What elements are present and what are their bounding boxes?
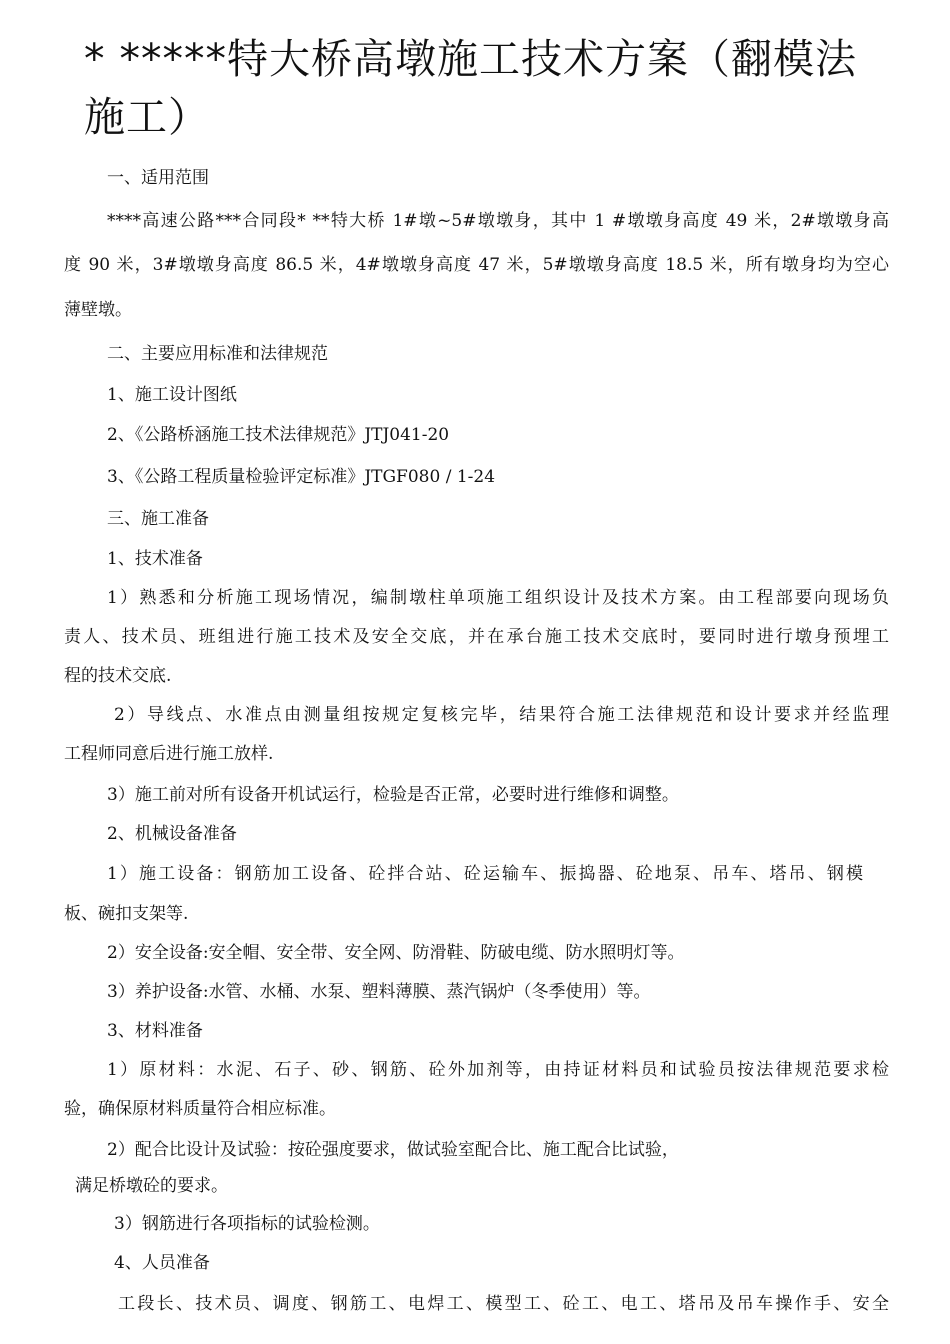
paragraph-line: ****高速公路***合同段* **特大桥 1#墩~5#墩墩身，其中 1 #墩墩身高度 49 米，2#墩墩身高 [107, 211, 889, 231]
paragraph-line: 1）熟悉和分析施工现场情况，编制墩柱单项施工组织设计及技术方案。由工程部要向现场负 [107, 588, 889, 608]
paragraph-line: 薄壁墩。 [64, 300, 132, 320]
paragraph-line: 度 90 米，3#墩墩身高度 86.5 米，4#墩墩身高度 47 米，5#墩墩身高度 18.5 米，所有墩身均为空心 [64, 255, 889, 275]
paragraph-line: 程的技术交底. [64, 666, 172, 686]
list-item: 1、施工设计图纸 [107, 385, 237, 405]
paragraph-line: 3）钢筋进行各项指标的试验检测。 [114, 1214, 380, 1234]
subsection-heading: 4、人员准备 [114, 1253, 210, 1273]
paragraph-line: 责人、技术员、班组进行施工技术及安全交底，并在承台施工技术交底时，要同时进行墩身预埋工 [64, 627, 889, 647]
paragraph-line: 验，确保原材料质量符合相应标准。 [64, 1099, 336, 1119]
section-heading-scope: 一、适用范围 [107, 168, 209, 188]
paragraph-line: 1）施工设备：钢筋加工设备、砼拌合站、砼运输车、振捣器、砼地泵、吊车、塔吊、钢模 [107, 864, 863, 884]
paragraph-line: 3）养护设备:水管、水桶、水泵、塑料薄膜、蒸汽锅炉（冬季使用）等。 [107, 982, 651, 1002]
subsection-heading: 2、机械设备准备 [107, 824, 237, 844]
paragraph-line: 2）安全设备:安全帽、安全带、安全网、防滑鞋、防破电缆、防水照明灯等。 [107, 943, 685, 963]
paragraph-line: 2）导线点、水准点由测量组按规定复核完毕，结果符合施工法律规范和设计要求并经监理 [114, 705, 889, 725]
paragraph-line: 工段长、技术员、调度、钢筋工、电焊工、模型工、砼工、电工、塔吊及吊车操作手、安全 [118, 1294, 889, 1314]
section-heading-preparation: 三、施工准备 [107, 509, 209, 529]
list-item: 2、《公路桥涵施工技术法律规范》JTJ041-20 [107, 425, 450, 445]
paragraph-line: 板、碗扣支架等. [64, 904, 189, 924]
paragraph-line: 1）原材料：水泥、石子、砂、钢筋、砼外加剂等，由持证材料员和试验员按法律规范要求检 [107, 1060, 889, 1080]
subsection-heading: 3、材料准备 [107, 1021, 203, 1041]
subsection-heading: 1、技术准备 [107, 549, 203, 569]
paragraph-line: 3）施工前对所有设备开机试运行，检验是否正常，必要时进行维修和调整。 [107, 785, 679, 805]
document-title: * *****特大桥高墩施工技术方案（翻模法施工） [84, 35, 858, 141]
paragraph-line: 工程师同意后进行施工放样. [64, 744, 274, 764]
paragraph-line: 2）配合比设计及试验：按砼强度要求，做试验室配合比、施工配合比试验， [107, 1140, 679, 1160]
paragraph-line: 满足桥墩砼的要求。 [75, 1176, 228, 1196]
section-heading-standards: 二、主要应用标准和法律规范 [107, 344, 328, 364]
list-item: 3、《公路工程质量检验评定标准》JTGF080 / 1-24 [107, 467, 496, 487]
